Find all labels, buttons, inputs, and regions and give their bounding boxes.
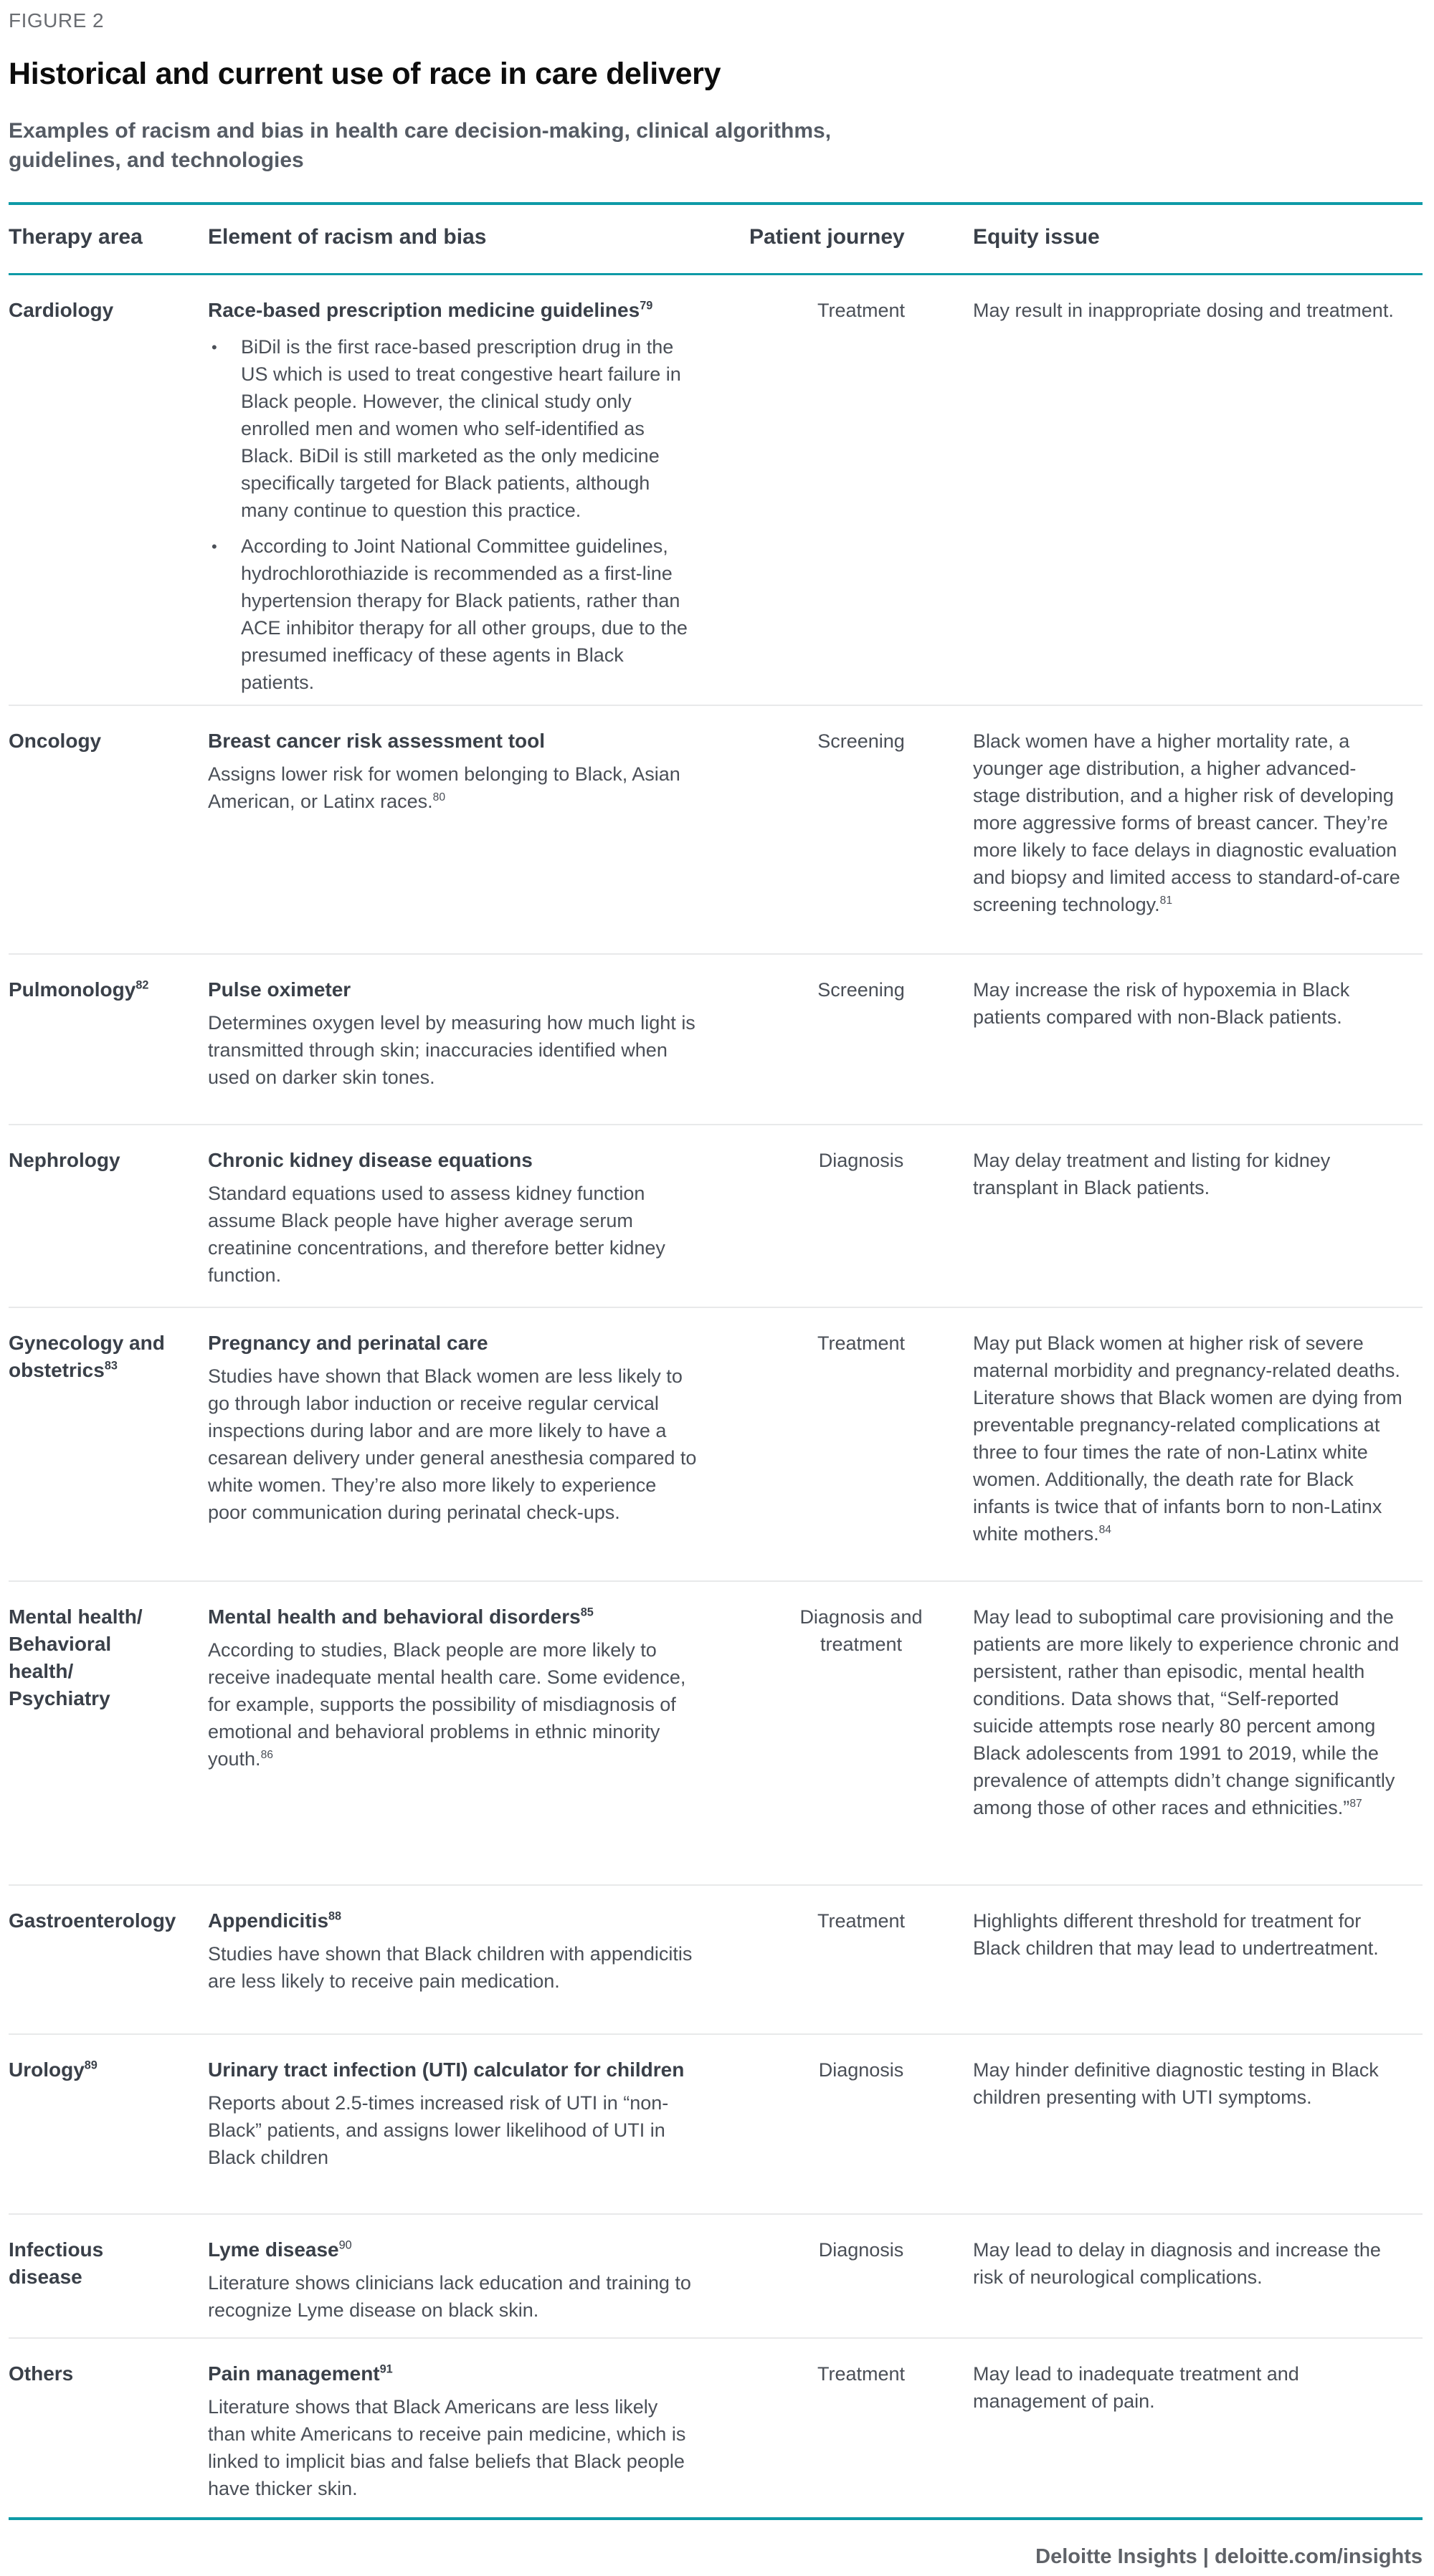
element-bullet-list (208, 333, 699, 696)
patient-journey-cell (749, 1330, 973, 1357)
therapy-area-cell (9, 2360, 196, 2387)
table-header-row (9, 205, 1423, 273)
table-row-nephrology (9, 1125, 1423, 1308)
column-header-element-of-racism-and-bias: Element of racism and bias (208, 225, 487, 249)
patient-journey-value: Screening (817, 979, 905, 1001)
therapy-label: Psychiatry (9, 1687, 110, 1709)
therapy-label: Cardiology (9, 299, 114, 321)
patient-journey-value: Screening (817, 730, 905, 752)
therapy-label: Urology (9, 2059, 85, 2081)
therapy-label: Nephrology (9, 1149, 120, 1171)
table-row-mental-health (9, 1582, 1423, 1886)
table-body (9, 275, 1423, 2517)
figure-label: FIGURE 2 (9, 9, 105, 32)
element-description: Literature shows that Black Americans are less likely than white Americans to receive pain medicine, which is linked to implicit bias and false beliefs that Black people have thicker skin. (208, 2396, 686, 2499)
element-cell (208, 2236, 749, 2324)
equity-issue-text: Black women have a higher mortality rate, a younger age distribution, a higher advanced-stage distribution, and a higher risk of developing more aggressive forms of breast cancer. They’re more likely to face delays in diagnostic evaluation and biopsy and limited access to standard-of-care screening technology.$^{81}$ (973, 730, 1400, 915)
element-title: Pain management$^{91}$ (208, 2362, 393, 2385)
therapy-footnote: 82 (136, 978, 149, 992)
element-cell (208, 1603, 749, 1773)
patient-journey-value: Treatment (817, 1910, 906, 1932)
patient-journey-value: Diagnosis (818, 2059, 904, 2081)
bottom-divider-rule (9, 2517, 1423, 2520)
equity-issue-cell (973, 2056, 1423, 2111)
element-title: Mental health and behavioral disorders$^{85}$ (208, 1606, 594, 1628)
element-cell (208, 2056, 749, 2171)
therapy-label: Gastroenterology (9, 1909, 176, 1932)
element-cell (208, 297, 749, 705)
equity-issue-cell (973, 1603, 1423, 1821)
source-attribution: Deloitte Insights | deloitte.com/insights (1035, 2545, 1423, 2568)
column-header-patient-journey: Patient journey (749, 225, 905, 249)
therapy-footnote: 83 (104, 1359, 118, 1373)
bullet-item: • According to Joint National Committee guidelines, hydrochlorothiazide is recommended as a first-line hypertension therapy for Black patients, rather than ACE inhibitor therapy for all other groups, due to the presumed inefficacy of these agents in Black patients. (208, 533, 699, 696)
equity-footnote: 84 (1098, 1524, 1111, 1536)
element-footnote: 88 (328, 1909, 342, 1923)
element-description: Studies have shown that Black women are less likely to go through labor induction or receive regular cervical inspections during labor and are more likely to have a cesarean delivery under general anesthesia compared to white women. They’re also more likely to experience poor communication during perinatal check-ups. (208, 1365, 697, 1523)
element-cell (208, 1147, 749, 1289)
patient-journey-value: Treatment (817, 2363, 906, 2385)
equity-footnote: 87 (1349, 1798, 1362, 1810)
patient-journey-cell (749, 1147, 973, 1174)
element-description: Assigns lower risk for women belonging to Black, Asian American, or Latinx races.$^{80}$ (208, 763, 680, 812)
column-header-equity-issue: Equity issue (973, 225, 1100, 249)
element-cell (208, 2360, 749, 2502)
therapy-area-cell: Mental health/ Behavioral health/ Psychiatry (9, 1606, 143, 1709)
element-description: According to studies, Black people are more likely to receive inadequate mental health care. Some evidence, for example, supports the possibility of misdiagnosis of emotional and behavioral problems in ethnic minority youth.$^{86}$ (208, 1639, 686, 1770)
element-footnote: 79 (640, 299, 653, 313)
patient-journey-value: Diagnosis and treatment (799, 1606, 923, 1655)
table-row-urology (9, 2035, 1423, 2215)
subtitle-line-2: guidelines, and technologies (9, 148, 304, 172)
equity-issue-text: May lead to suboptimal care provisioning and the patients are more likely to experience chronic and persistent, rather than episodic, mental health conditions. Data shows that, “Self-reported suicide attempts rose nearly 80 percent among Black adolescents from 1991 to 2019, while the prevalence of attempts didn’t change significantly among those of other races and ethnicities.”$^{87}$ (973, 1606, 1400, 1818)
patient-journey-cell (749, 1603, 973, 1658)
element-cell (208, 976, 749, 1091)
therapy-label: Others (9, 2362, 74, 2385)
column-header-therapy-area: Therapy area (9, 225, 143, 249)
element-title: Pulse oximeter (208, 978, 351, 1001)
equity-footnote: 81 (1159, 895, 1173, 907)
subtitle-line-1: Examples of racism and bias in health care decision-making, clinical algorithms, (9, 119, 832, 143)
element-footnote: 85 (580, 1606, 594, 1619)
equity-issue-cell (973, 2236, 1423, 2291)
equity-issue-text: May hinder definitive diagnostic testing in Black children presenting with UTI symptoms. (973, 2059, 1379, 2108)
element-title: Pregnancy and perinatal care (208, 1332, 488, 1354)
therapy-area-cell (9, 976, 196, 1003)
element-description: Determines oxygen level by measuring how much light is transmitted through skin; inaccuracies identified when used on darker skin tones. (208, 1012, 695, 1088)
element-title: Chronic kidney disease equations (208, 1149, 533, 1171)
equity-issue-text: May lead to inadequate treatment and management of pain. (973, 2363, 1299, 2412)
element-title: Urinary tract infection (UTI) calculator for children (208, 2059, 685, 2081)
element-cell (208, 728, 749, 815)
patient-journey-cell (749, 297, 973, 324)
patient-journey-cell (749, 2236, 973, 2263)
element-body-footnote: 80 (432, 791, 446, 803)
therapy-area-cell (9, 1147, 196, 1174)
therapy-label: Pulmonology (9, 978, 136, 1001)
patient-journey-value: Diagnosis (818, 2239, 904, 2261)
therapy-area-cell (9, 728, 196, 755)
patient-journey-value: Treatment (817, 300, 906, 321)
equity-issue-text: May delay treatment and listing for kidney transplant in Black patients. (973, 1150, 1331, 1198)
therapy-area-cell (9, 297, 196, 324)
element-footnote: 90 (338, 2238, 352, 2252)
equity-issue-cell (973, 976, 1423, 1031)
element-body-footnote: 86 (260, 1749, 273, 1761)
equity-issue-text: May result in inappropriate dosing and treatment. (973, 300, 1394, 321)
equity-issue-text: May lead to delay in diagnosis and increase the risk of neurological complications. (973, 2239, 1381, 2288)
patient-journey-cell (749, 2056, 973, 2084)
element-footnote: 91 (379, 2362, 393, 2376)
equity-issue-text: Highlights different threshold for treatment for Black children that may lead to undertreatment. (973, 1910, 1379, 1959)
table-row-cardiology (9, 275, 1423, 706)
table-row-gastroenterology (9, 1886, 1423, 2035)
therapy-area-cell (9, 2056, 196, 2084)
equity-issue-cell (973, 728, 1423, 918)
patient-journey-cell (749, 1907, 973, 1935)
table-row-pulmonology (9, 955, 1423, 1125)
equity-issue-cell (973, 1907, 1423, 1962)
equity-issue-cell (973, 2360, 1423, 2415)
therapy-area-cell: Infectious disease (9, 2238, 104, 2288)
bullet-item: • BiDil is the first race-based prescription drug in the US which is used to treat congestive heart failure in Black people. However, the clinical study only enrolled men and women who self-identified as Black. BiDil is still marketed as the only medicine specifically targeted for Black patients, although many continue to question this practice. (208, 333, 699, 524)
therapy-label: Oncology (9, 730, 102, 752)
element-description: Reports about 2.5-times increased risk of UTI in “non-Black” patients, and assigns lower likelihood of UTI in Black children (208, 2092, 669, 2168)
element-title: Race-based prescription medicine guidelines$^{79}$ (208, 299, 653, 321)
equity-issue-text: May increase the risk of hypoxemia in Black patients compared with non-Black patients. (973, 979, 1350, 1028)
therapy-footnote: 89 (84, 2059, 98, 2072)
therapy-area-cell: Gynecology and obstetrics$^{83}$ (9, 1332, 165, 1381)
patient-journey-cell (749, 976, 973, 1003)
table-row-oncology (9, 706, 1423, 955)
element-cell (208, 1330, 749, 1526)
table-row-infectious-disease (9, 2215, 1423, 2339)
element-description: Literature shows clinicians lack education and training to recognize Lyme disease on black skin. (208, 2272, 691, 2321)
equity-issue-cell (973, 1330, 1423, 1547)
element-title: Breast cancer risk assessment tool (208, 730, 546, 752)
patient-journey-cell (749, 2360, 973, 2387)
equity-issue-cell (973, 1147, 1423, 1201)
table-row-others (9, 2339, 1423, 2517)
patient-journey-cell (749, 728, 973, 755)
therapy-label: disease (9, 2266, 82, 2288)
equity-issue-cell (973, 297, 1423, 324)
element-description: Studies have shown that Black children with appendicitis are less likely to receive pain medication. (208, 1943, 693, 1992)
table-row-gynecology-obstetrics (9, 1308, 1423, 1582)
therapy-label: obstetrics (9, 1359, 105, 1381)
therapy-area-cell (9, 1907, 196, 1935)
page-subtitle (9, 116, 1423, 175)
element-cell (208, 1907, 749, 1995)
element-description: Standard equations used to assess kidney function assume Black people have higher average serum creatinine concentrations, and therefore better kidney function. (208, 1183, 665, 1286)
equity-issue-text: May put Black women at higher risk of severe maternal morbidity and pregnancy-related deaths. Literature shows that Black women are dying from preventable pregnancy-related complications at three to four times the rate of non-Latinx white women. Additionally, the death rate for Black infants is twice that of infants born to non-Latinx white mothers.$^{84}$ (973, 1332, 1402, 1545)
element-title: Lyme disease$^{90}$ (208, 2238, 352, 2261)
page-title: Historical and current use of race in care delivery (9, 57, 721, 91)
patient-journey-value: Treatment (817, 1332, 906, 1354)
patient-journey-value: Diagnosis (818, 1150, 904, 1171)
element-title: Appendicitis$^{88}$ (208, 1909, 342, 1932)
